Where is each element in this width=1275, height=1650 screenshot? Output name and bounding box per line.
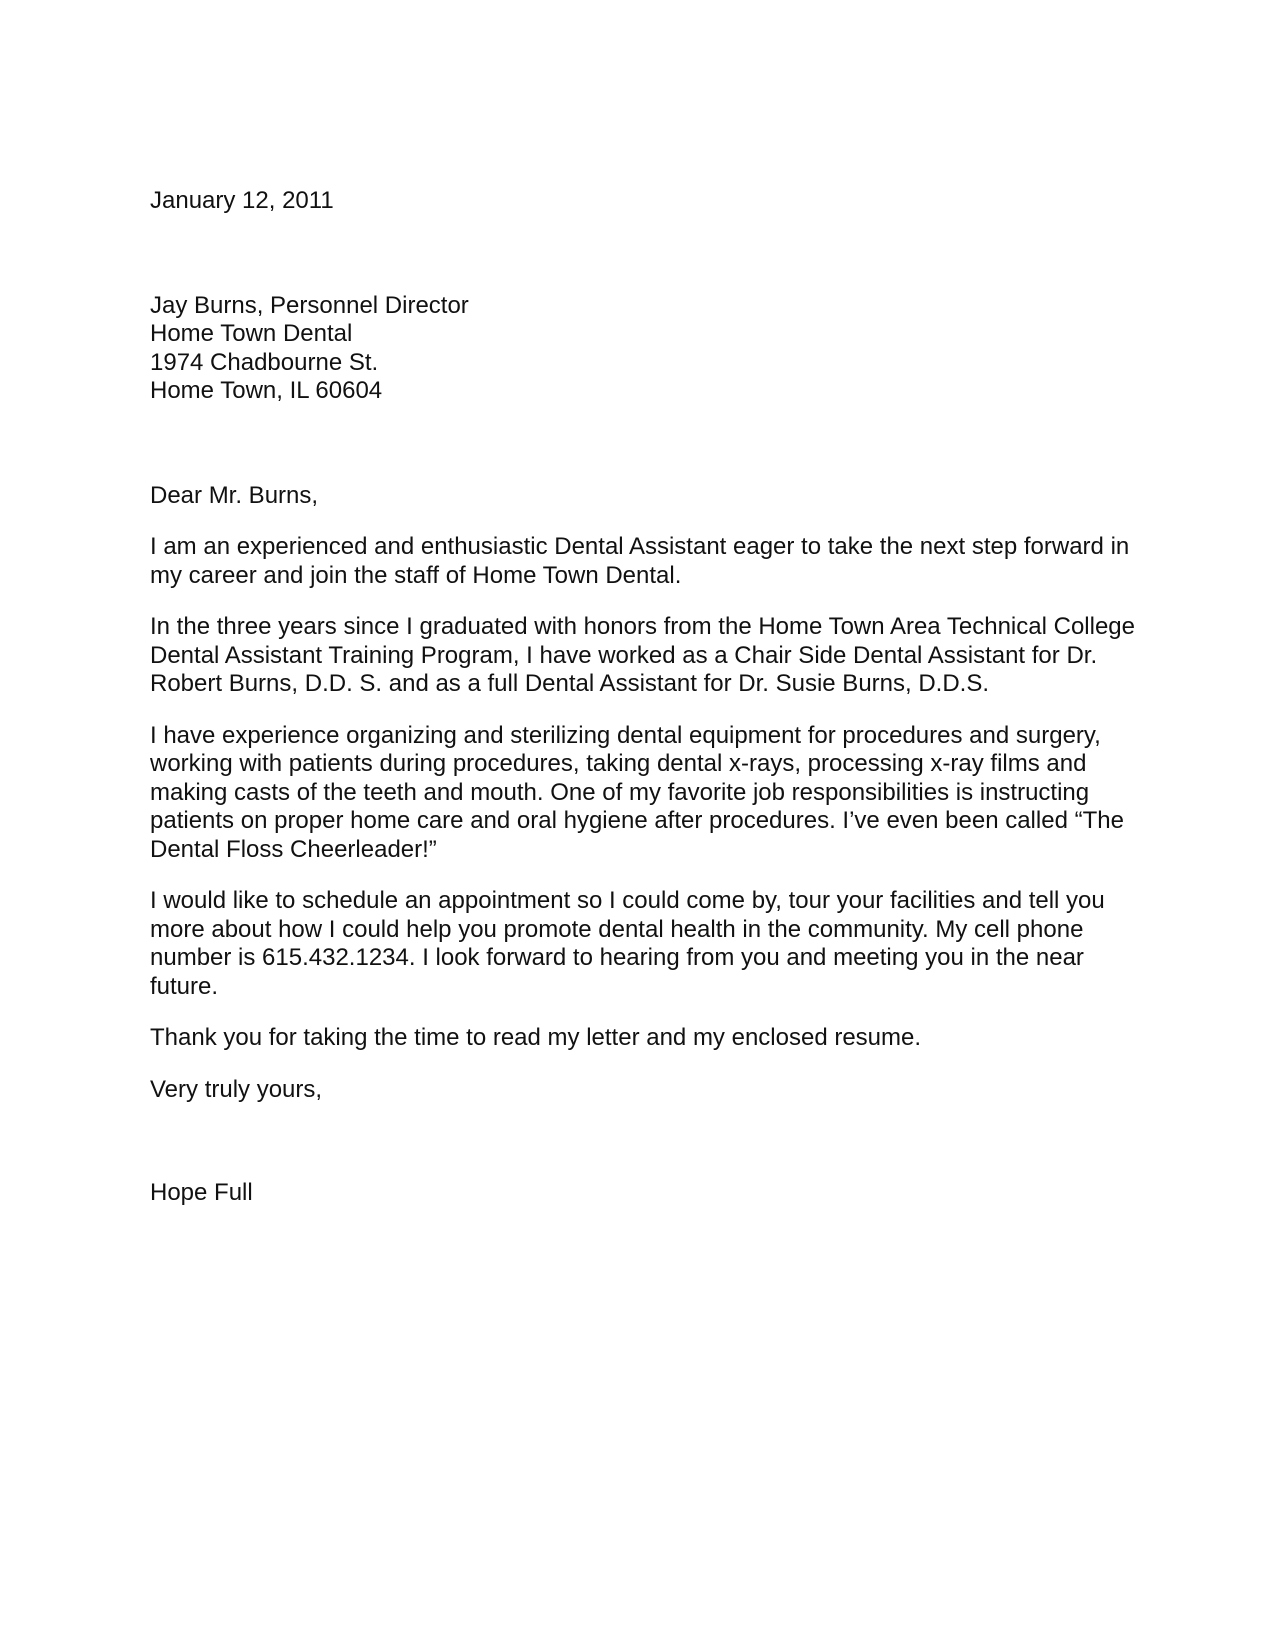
salutation: Dear Mr. Burns, bbox=[150, 481, 319, 509]
body-paragraph-5: Thank you for taking the time to read my letter and my enclosed resume. bbox=[150, 1024, 922, 1051]
body-paragraph-1: I am an experienced and enthusiastic Dental Assistant eager to take the next step forward in my career and join the staff of Home Town Dental. bbox=[150, 533, 1130, 589]
recipient-street: 1974 Chadbourne St. bbox=[150, 348, 379, 376]
cover-letter bbox=[150, 187, 1140, 1208]
body-paragraph-4: I would like to schedule an appointment so I could come by, tour your facilities and tell you more about how I could help you promote dental health in the community. My cell phone number is 615.432.1234. I look forward to hearing from you and meeting you in the near future. bbox=[150, 887, 1105, 1000]
recipient-name-title: Jay Burns, Personnel Director bbox=[150, 291, 469, 319]
letter-date: January 12, 2011 bbox=[150, 187, 334, 214]
closing: Very truly yours, bbox=[150, 1075, 323, 1103]
recipient-city-state-zip: Home Town, IL 60604 bbox=[150, 377, 383, 404]
body-paragraph-2: In the three years since I graduated with honors from the Home Town Area Technical College Dental Assistant Training Program, I have worked as a Chair Side Dental Assistant for Dr. Robert Burns, D.D. S. and as a full Dental Assistant for Dr. Susie Burns, D.D.S. bbox=[150, 613, 1135, 697]
recipient-company: Home Town Dental bbox=[150, 320, 353, 347]
body-paragraph-3: I have experience organizing and sterilizing dental equipment for procedures and surgery, working with patients during procedures, taking dental x-rays, processing x-ray films and making casts of the teeth and mouth. One of my favorite job responsibilities is instructing patients on proper home care and oral hygiene after procedures. I’ve even been called “The Dental Floss Cheerleader!” bbox=[150, 721, 1124, 863]
signature-name: Hope Full bbox=[150, 1179, 253, 1206]
recipient-address bbox=[150, 292, 1140, 406]
